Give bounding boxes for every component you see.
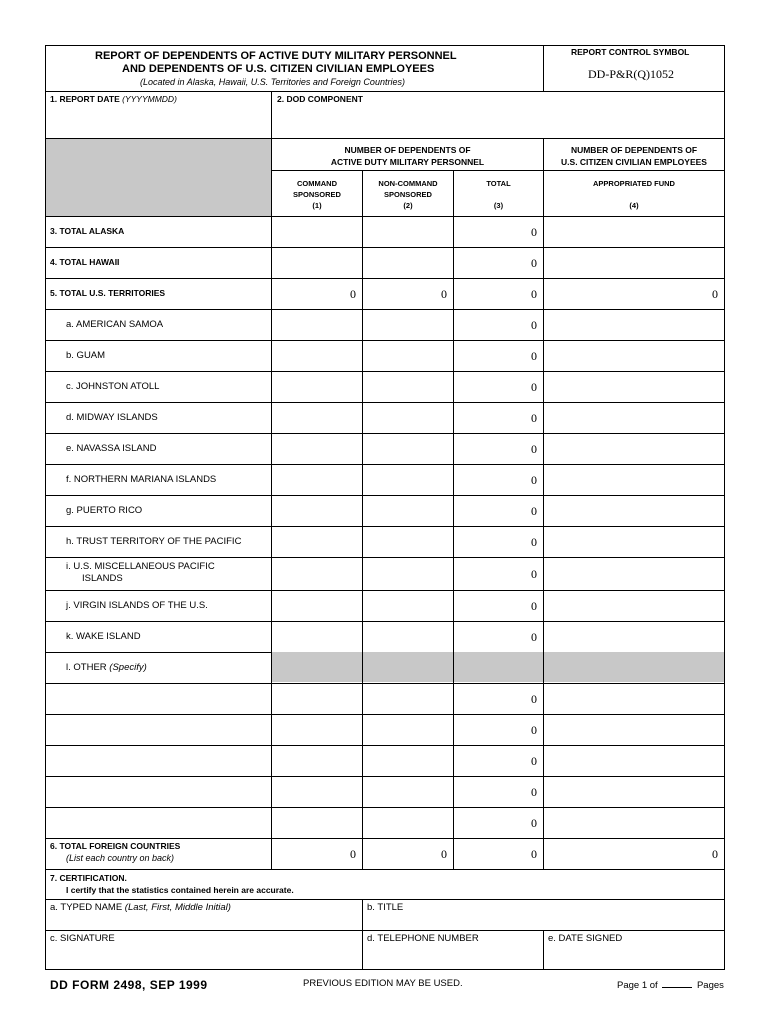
row-label-guam — [66, 350, 105, 361]
value-blank1-col3: 0 — [531, 692, 537, 706]
cell-midway-col2[interactable] — [363, 403, 453, 433]
value-midway-col3: 0 — [531, 411, 537, 425]
cell-guam-col1[interactable] — [272, 341, 362, 371]
row-label-wake — [66, 631, 141, 642]
cell-puertorico-col1[interactable] — [272, 496, 362, 526]
cell-midway-col1[interactable] — [272, 403, 362, 433]
group1-header-line2: ACTIVE DUTY MILITARY PERSONNEL — [330, 157, 485, 167]
value-virgin-col3: 0 — [531, 599, 537, 613]
row-label-puertorico — [66, 505, 142, 516]
cell-blank1-col3[interactable] — [454, 684, 543, 714]
other-row-shade — [272, 652, 724, 682]
col2-header-line2: SPONSORED — [384, 190, 432, 199]
telephone-label: d. TELEPHONE NUMBER — [367, 933, 479, 944]
cell-blank5-col1[interactable] — [272, 808, 362, 838]
group1-header — [272, 144, 543, 168]
signature-field[interactable] — [46, 944, 362, 969]
report-date-label — [50, 94, 177, 104]
page-count — [617, 978, 724, 991]
cell-blank1-col1[interactable] — [272, 684, 362, 714]
cell-foreign-col4[interactable] — [544, 839, 724, 869]
row-label-hawaii — [50, 257, 119, 267]
value-guam-col3: 0 — [531, 349, 537, 363]
cell-johnston-col1[interactable] — [272, 372, 362, 402]
date-signed-field[interactable] — [544, 944, 724, 969]
row-label-alaska-text: 3. TOTAL ALASKA — [50, 226, 125, 236]
cell-puertorico-col4[interactable] — [544, 496, 724, 526]
cell-virgin-col3[interactable] — [454, 591, 543, 621]
value-trust-col3: 0 — [531, 535, 537, 549]
cell-hawaii-col2[interactable] — [363, 248, 453, 278]
value-blank4-col3: 0 — [531, 785, 537, 799]
value-territories-col1: 0 — [350, 287, 356, 301]
foreign-bottom-line — [45, 869, 725, 870]
cell-alaska-col1[interactable] — [272, 217, 362, 247]
col1-header-line2: SPONSORED — [293, 190, 341, 199]
form-title-line1: REPORT OF DEPENDENTS OF ACTIVE DUTY MILITARY PERSONNEL — [95, 50, 457, 62]
cell-wake-col2[interactable] — [363, 622, 453, 652]
row-label-johnston — [66, 381, 159, 392]
value-foreign-col4: 0 — [712, 847, 718, 861]
cell-blank5-col2[interactable] — [363, 808, 453, 838]
cell-trust-col2[interactable] — [363, 527, 453, 557]
row-label-trust — [66, 536, 241, 547]
cell-trust-col3[interactable] — [454, 527, 543, 557]
row-label-johnston-text: c. JOHNSTON ATOLL — [66, 381, 160, 392]
value-blank5-col3: 0 — [531, 816, 537, 830]
cell-hawaii-col1[interactable] — [272, 248, 362, 278]
value-blank3-col3: 0 — [531, 754, 537, 768]
group2-header-line2: U.S. CITIZEN CIVILIAN EMPLOYEES — [561, 157, 707, 167]
title-label: b. TITLE — [367, 902, 404, 913]
typed-name-label — [50, 902, 231, 913]
row-label-wake-text: k. WAKE ISLAND — [66, 631, 141, 642]
report-date-field[interactable] — [46, 105, 271, 138]
cell-foreign-col2[interactable] — [363, 839, 453, 869]
cell-foreign-col3[interactable] — [454, 839, 543, 869]
cell-territories-col3[interactable] — [454, 279, 543, 309]
cell-alaska-col4[interactable] — [544, 217, 724, 247]
blank-country-field[interactable] — [46, 746, 271, 776]
row-label-territories — [50, 288, 165, 298]
row-label-hawaii-text: 4. TOTAL HAWAII — [50, 257, 120, 267]
row-label-virgin — [66, 600, 208, 611]
frame-top — [45, 45, 725, 46]
row-label-navassa-text: e. NAVASSA ISLAND — [66, 443, 157, 454]
cell-mariana-col4[interactable] — [544, 465, 724, 495]
cell-guam-col4[interactable] — [544, 341, 724, 371]
value-territories-col2: 0 — [441, 287, 447, 301]
dod-component-label: 2. DOD COMPONENT — [277, 94, 363, 104]
row-label-other — [66, 662, 147, 673]
col3-header-line1: TOTAL — [486, 179, 511, 188]
row-label-foreign-text: 6. TOTAL FOREIGN COUNTRIES — [50, 841, 181, 851]
cell-blank5-col4[interactable] — [544, 808, 724, 838]
value-foreign-col2: 0 — [441, 847, 447, 861]
telephone-field[interactable] — [363, 944, 543, 969]
cell-johnston-col2[interactable] — [363, 372, 453, 402]
cell-samoa-col4[interactable] — [544, 310, 724, 340]
blank-country-field[interactable] — [46, 808, 271, 838]
row-label-trust-text: h. TRUST TERRITORY OF THE PACIFIC — [66, 536, 242, 547]
cell-blank4-col4[interactable] — [544, 777, 724, 807]
group1-header-line1: NUMBER OF DEPENDENTS OF — [344, 145, 471, 155]
value-misc-col3: 0 — [531, 567, 537, 581]
row-label-foreign — [50, 841, 180, 851]
typed-name-label-text: a. TYPED NAME — [50, 902, 123, 913]
form-title-line2: AND DEPENDENTS OF U.S. CITIZEN CIVILIAN EMPLOYEES — [122, 63, 435, 75]
cell-samoa-col2[interactable] — [363, 310, 453, 340]
cell-blank2-col3[interactable] — [454, 715, 543, 745]
cell-territories-col1[interactable] — [272, 279, 362, 309]
cell-misc-col2[interactable] — [363, 558, 453, 590]
group2-header-line1: NUMBER OF DEPENDENTS OF — [570, 145, 698, 155]
cell-blank3-col4[interactable] — [544, 746, 724, 776]
col4-header-line1: APPROPRIATED FUND — [593, 179, 675, 188]
form-subtitle: (Located in Alaska, Hawaii, U.S. Territories and Foreign Countries) — [140, 77, 405, 87]
row-label-puertorico-text: g. PUERTO RICO — [66, 505, 143, 516]
certification-heading: 7. CERTIFICATION. — [50, 873, 127, 883]
cell-blank4-col2[interactable] — [363, 777, 453, 807]
value-puertorico-col3: 0 — [531, 504, 537, 518]
value-mariana-col3: 0 — [531, 473, 537, 487]
group-header-line — [271, 170, 725, 171]
typed-name-field[interactable] — [46, 913, 362, 930]
cell-wake-col1[interactable] — [272, 622, 362, 652]
cell-misc-col3[interactable] — [454, 558, 543, 590]
blank-country-field[interactable] — [46, 715, 271, 745]
cell-midway-col4[interactable] — [544, 403, 724, 433]
col1-header-num: (1) — [312, 201, 322, 210]
cell-misc-col4[interactable] — [544, 558, 724, 590]
row-label-guam-text: b. GUAM — [66, 350, 106, 361]
control-symbol-label: REPORT CONTROL SYMBOL — [571, 47, 690, 57]
certification-statement: I certify that the statistics contained herein are accurate. — [66, 885, 294, 895]
cell-navassa-col2[interactable] — [363, 434, 453, 464]
frame-bottom — [45, 969, 725, 970]
row-label-samoa-text: a. AMERICAN SAMOA — [66, 319, 164, 330]
cell-wake-col3[interactable] — [454, 622, 543, 652]
value-wake-col3: 0 — [531, 630, 537, 644]
dod-component-field[interactable] — [272, 105, 724, 138]
cell-territories-col4[interactable] — [544, 279, 724, 309]
cell-samoa-col1[interactable] — [272, 310, 362, 340]
control-symbol-divider — [543, 45, 544, 92]
cell-virgin-col4[interactable] — [544, 591, 724, 621]
report-date-label-text: 1. REPORT DATE — [50, 94, 120, 104]
row-label-mariana-text: f. NORTHERN MARIANA ISLANDS — [66, 474, 217, 485]
other-shade-divider-1 — [362, 652, 363, 682]
other-shade-divider-2 — [453, 652, 454, 682]
cell-samoa-col3[interactable] — [454, 310, 543, 340]
row-label-midway — [66, 412, 158, 423]
value-territories-col3: 0 — [531, 287, 537, 301]
row-label-mariana — [66, 474, 216, 485]
blank-country-field[interactable] — [46, 777, 271, 807]
col2-header — [363, 178, 453, 211]
cell-blank2-col1[interactable] — [272, 715, 362, 745]
row-label-other-text: l. OTHER — [66, 662, 107, 673]
report-date-hint: (YYYYMMDD) — [122, 94, 177, 104]
row-label-other-hint: (Specify) — [109, 662, 147, 673]
col3-header-num: (3) — [493, 201, 504, 210]
col4-header — [544, 178, 724, 211]
cell-mariana-col2[interactable] — [363, 465, 453, 495]
row-label-foreign-hint: (List each country on back) — [66, 853, 175, 863]
other-shade-divider-3 — [543, 652, 544, 682]
cell-hawaii-col4[interactable] — [544, 248, 724, 278]
cell-johnston-col3[interactable] — [454, 372, 543, 402]
cell-blank4-col3[interactable] — [454, 777, 543, 807]
signature-label: c. SIGNATURE — [50, 933, 115, 944]
value-blank2-col3: 0 — [531, 723, 537, 737]
cell-hawaii-col3[interactable] — [454, 248, 543, 278]
cell-navassa-col3[interactable] — [454, 434, 543, 464]
value-navassa-col3: 0 — [531, 442, 537, 456]
cell-territories-col2[interactable] — [363, 279, 453, 309]
value-samoa-col3: 0 — [531, 318, 537, 332]
cell-alaska-col2[interactable] — [363, 217, 453, 247]
row-label-misc-line2: ISLANDS — [82, 573, 123, 584]
col2-header-num: (2) — [403, 201, 413, 210]
cell-mariana-col1[interactable] — [272, 465, 362, 495]
value-territories-col4: 0 — [712, 287, 718, 301]
cell-guam-col2[interactable] — [363, 341, 453, 371]
cell-blank4-col1[interactable] — [272, 777, 362, 807]
column-header-shade — [46, 139, 271, 216]
col1-header — [272, 178, 362, 211]
cell-virgin-col1[interactable] — [272, 591, 362, 621]
cell-midway-col3[interactable] — [454, 403, 543, 433]
cell-guam-col3[interactable] — [454, 341, 543, 371]
row-label-alaska — [50, 226, 124, 236]
cell-blank3-col1[interactable] — [272, 746, 362, 776]
cell-blank1-col2[interactable] — [363, 684, 453, 714]
cell-virgin-col2[interactable] — [363, 591, 453, 621]
cell-trust-col4[interactable] — [544, 527, 724, 557]
control-symbol-value: DD-P&R(Q)1052 — [588, 67, 674, 81]
cell-mariana-col3[interactable] — [454, 465, 543, 495]
title-field[interactable] — [363, 913, 724, 930]
form-id: DD FORM 2498, SEP 1999 — [50, 978, 208, 992]
col2-header-line1: NON-COMMAND — [378, 179, 438, 188]
cell-trust-col1[interactable] — [272, 527, 362, 557]
col3-header — [454, 178, 543, 211]
cell-alaska-col3[interactable] — [454, 217, 543, 247]
row-label-samoa — [66, 319, 163, 330]
cell-foreign-col1[interactable] — [272, 839, 362, 869]
cell-puertorico-col2[interactable] — [363, 496, 453, 526]
cell-blank2-col4[interactable] — [544, 715, 724, 745]
cell-blank3-col2[interactable] — [363, 746, 453, 776]
row-label-navassa — [66, 443, 156, 454]
typed-name-hint: (Last, First, Middle Initial) — [124, 902, 231, 913]
cell-blank2-col2[interactable] — [363, 715, 453, 745]
row-label-midway-text: d. MIDWAY ISLANDS — [66, 412, 158, 423]
cell-navassa-col4[interactable] — [544, 434, 724, 464]
value-foreign-col3: 0 — [531, 847, 537, 861]
frame-right — [724, 45, 725, 969]
date-signed-label: e. DATE SIGNED — [548, 933, 623, 944]
blank-country-field[interactable] — [46, 684, 271, 714]
cell-blank5-col3[interactable] — [454, 808, 543, 838]
value-alaska-col3: 0 — [531, 225, 537, 239]
col4-header-num: (4) — [629, 201, 639, 210]
cert-line-1 — [45, 899, 725, 900]
cell-blank1-col4[interactable] — [544, 684, 724, 714]
cell-misc-col1[interactable] — [272, 558, 362, 590]
cell-wake-col4[interactable] — [544, 622, 724, 652]
col1-header-line1: COMMAND — [297, 179, 337, 188]
cert-line-2 — [45, 930, 725, 931]
group2-header — [544, 144, 724, 168]
row-label-misc-line1: i. U.S. MISCELLANEOUS PACIFIC — [66, 561, 215, 572]
cell-johnston-col4[interactable] — [544, 372, 724, 402]
value-foreign-col1: 0 — [350, 847, 356, 861]
value-johnston-col3: 0 — [531, 380, 537, 394]
cell-puertorico-col3[interactable] — [454, 496, 543, 526]
row-label-territories-text: 5. TOTAL U.S. TERRITORIES — [50, 288, 166, 298]
total-pages-field[interactable] — [662, 978, 692, 988]
value-hawaii-col3: 0 — [531, 256, 537, 270]
page-prefix: Page 1 of — [617, 980, 658, 991]
page-suffix: Pages — [696, 980, 724, 991]
edition-note: PREVIOUS EDITION MAY BE USED. — [303, 978, 463, 989]
header-bottom-line — [45, 91, 725, 92]
row-label-virgin-text: j. VIRGIN ISLANDS OF THE U.S. — [66, 600, 208, 611]
cell-navassa-col1[interactable] — [272, 434, 362, 464]
cell-blank3-col3[interactable] — [454, 746, 543, 776]
